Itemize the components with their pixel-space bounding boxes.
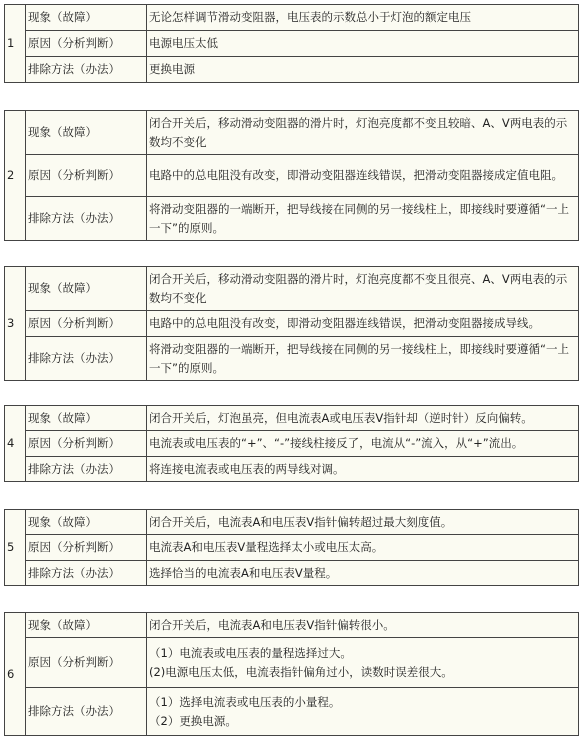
phenomenon-text: 无论怎样调节滑动变阻器，电压表的示数总小于灯泡的额定电压 xyxy=(147,5,579,31)
row-number: 3 xyxy=(5,267,26,381)
row-number: 6 xyxy=(5,613,26,736)
row-number: 5 xyxy=(5,510,26,586)
cause-line-1: （1）电流表或电压表的量程选择过大。 xyxy=(149,645,352,660)
phenomenon-label: 现象（故障） xyxy=(26,406,147,431)
row-number: 1 xyxy=(5,5,26,83)
fault-table-1 xyxy=(4,4,579,82)
cause-text: 电流表A和电压表V量程选择太小或电压太高。 xyxy=(147,535,579,561)
fault-table-6 xyxy=(4,612,579,735)
cause-line-2: (2)电源电压太低，电流表指针偏角过小，读数时误差很大。 xyxy=(149,664,453,679)
cause-label: 原因（分析判断） xyxy=(26,155,147,197)
remedy-text: 将滑动变阻器的一端断开，把导线接在同侧的另一接线柱上，即接线时要遵循“一上一下”的原则。 xyxy=(147,337,579,381)
cause-text: 电流表或电压表的“+”、“-”接线柱接反了，电流从“-”流入，从“+”流出。 xyxy=(147,431,579,457)
remedy-line-1: （1）选择电流表或电压表的小量程。 xyxy=(149,694,341,709)
fault-table-3 xyxy=(4,266,579,380)
fault-table-2 xyxy=(4,110,579,240)
cause-label: 原因（分析判断） xyxy=(26,311,147,337)
phenomenon-text: 闭合开关后，灯泡虽亮，但电流表A或电压表V指针却（逆时针）反向偏转。 xyxy=(147,406,579,431)
phenomenon-text: 闭合开关后，电流表A和电压表V指针偏转超过最大刻度值。 xyxy=(147,510,579,535)
phenomenon-text: 闭合开关后，移动滑动变阻器的滑片时，灯泡亮度都不变且较暗、A、V两电表的示数均不变化 xyxy=(147,111,579,155)
remedy-label: 排除方法（办法） xyxy=(26,457,147,482)
cause-text xyxy=(147,638,579,688)
cause-label: 原因（分析判断） xyxy=(26,431,147,457)
cause-text: 电源电压太低 xyxy=(147,31,579,57)
cause-label: 原因（分析判断） xyxy=(26,535,147,561)
remedy-label: 排除方法（办法） xyxy=(26,197,147,241)
remedy-label: 排除方法（办法） xyxy=(26,337,147,381)
row-number: 4 xyxy=(5,406,26,482)
phenomenon-label: 现象（故障） xyxy=(26,111,147,155)
row-number: 2 xyxy=(5,111,26,241)
remedy-text xyxy=(147,688,579,736)
cause-label: 原因（分析判断） xyxy=(26,31,147,57)
remedy-text: 更换电源 xyxy=(147,57,579,83)
remedy-label: 排除方法（办法） xyxy=(26,561,147,586)
phenomenon-label: 现象（故障） xyxy=(26,510,147,535)
phenomenon-label: 现象（故障） xyxy=(26,5,147,31)
cause-text: 电路中的总电阻没有改变，即滑动变阻器连线错误，把滑动变阻器接成导线。 xyxy=(147,311,579,337)
remedy-label: 排除方法（办法） xyxy=(26,688,147,736)
remedy-text: 选择恰当的电流表A和电压表V量程。 xyxy=(147,561,579,586)
remedy-text: 将滑动变阻器的一端断开，把导线接在同侧的另一接线柱上，即接线时要遵循“一上一下”的原则。 xyxy=(147,197,579,241)
fault-table-5 xyxy=(4,509,579,585)
cause-label: 原因（分析判断） xyxy=(26,638,147,688)
fault-table-4 xyxy=(4,405,579,481)
phenomenon-text: 闭合开关后，移动滑动变阻器的滑片时，灯泡亮度都不变且很亮、A、V两电表的示数均不变化 xyxy=(147,267,579,311)
remedy-text: 将连接电流表或电压表的两导线对调。 xyxy=(147,457,579,482)
remedy-label: 排除方法（办法） xyxy=(26,57,147,83)
remedy-line-2: （2）更换电源。 xyxy=(149,713,237,728)
cause-text: 电路中的总电阻没有改变，即滑动变阻器连线错误，把滑动变阻器接成定值电阻。 xyxy=(147,155,579,197)
phenomenon-label: 现象（故障） xyxy=(26,267,147,311)
phenomenon-label: 现象（故障） xyxy=(26,613,147,638)
phenomenon-text: 闭合开关后，电流表A和电压表V指针偏转很小。 xyxy=(147,613,579,638)
